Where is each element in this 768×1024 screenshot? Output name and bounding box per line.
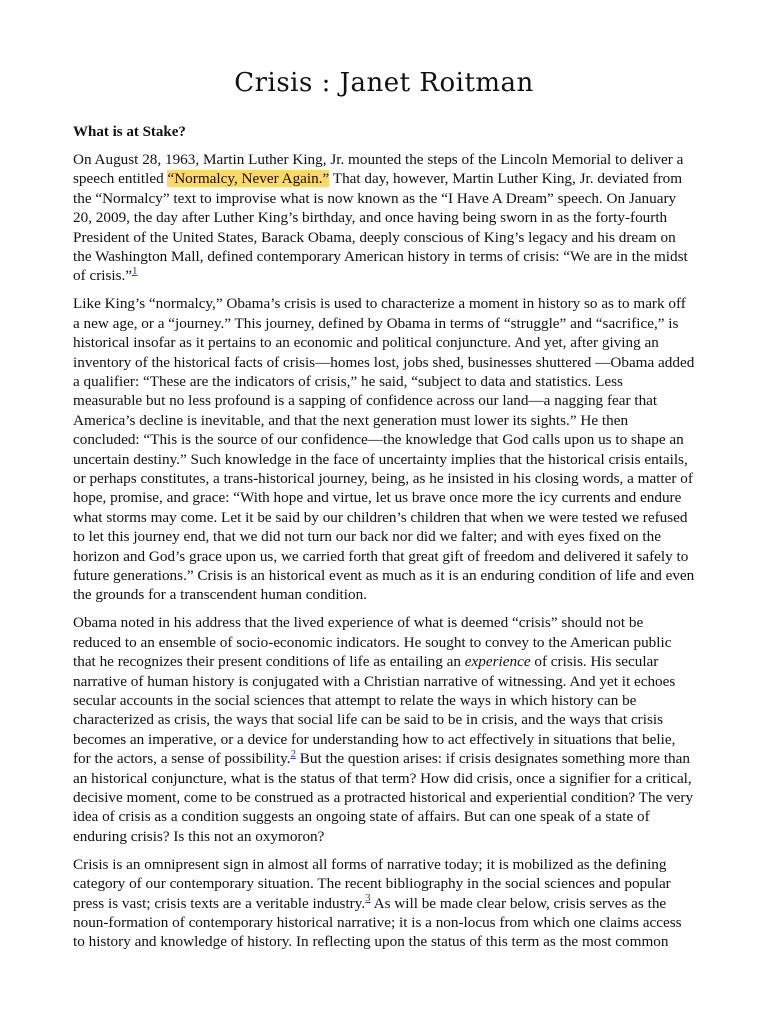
paragraph-3 (73, 613, 695, 846)
document-page (73, 66, 695, 960)
section-heading: What is at Stake? (73, 124, 186, 140)
highlighted-speech-title[interactable]: “Normalcy, Never Again.” (167, 170, 330, 188)
footnote-link-2[interactable]: 2 (290, 748, 296, 761)
page-title: Crisis : Janet Roitman (234, 68, 534, 98)
paragraph-4-text-a: Crisis is an omnipresent sign in almost all forms of narrative today; it is mobilized as the defining category of our contemporary situation. The recent bibliography in the social sciences and popular press is vast; crisis texts are a veritable industry. (73, 855, 671, 912)
footnote-ref-1 (132, 263, 138, 277)
paragraph-3-text-a: Obama noted in his address that the lived experience of what is deemed “crisis” should not be reduced to an ensemble of socio-economic indicators. He sought to convey to the American public that he recognizes their present conditions of life as entailing an (73, 614, 672, 671)
emphasis-experience: experience (464, 653, 531, 671)
paragraph-2: Like King’s “normalcy,” Obama’s crisis is used to characterize a moment in history so as to mark off a new age, or a “journey.” This journey, defined by Obama in terms of “struggle” and “sacrifice,” is historical insofar as it pertains to an economic and political conjuncture. And yet, after giving an inventory of the historical facts of crisis—homes lost, jobs shed, businesses shuttered —Obama added a qualifier: “These are the indicators of crisis,” he said, “subject to data and statistics. Less measurable but no less profound is a sapping of confidence across our land—a nagging fear that America’s decline is inevitable, and that the next generation must lower its sights.” He then concluded: “This is the source of our confidence—the knowledge that God calls upon us to shape an uncertain destiny.” Such knowledge in the face of uncertainty implies that the historical crisis entails, or perhaps constitutes, a trans-historical journey, being, as he insisted in his closing words, a matter of hope, promise, and grace: “With hope and virtue, let us brave once more the icy currents and endure what storms may come. Let it be said by our children’s children that when we were tested we refused to let this journey end, that we did not turn our back nor did we falter; and with eyes fixed on the horizon and God’s grace upon us, we carried forth that great gift of freedom and delivered it safely to future generations.” Crisis is an historical event as much as it is an enduring condition of life and even the grounds for a transcendent human condition. (73, 295, 695, 604)
paragraph-4-text-b: As will be made clear below, crisis serves as the noun-formation of contemporary historical narrative; it is a non-locus from which one claims access to history and knowledge of history. In reflecting upon the status of this term as the most common (73, 894, 682, 951)
paragraph-3-text-b: of crisis. His secular narrative of human history is conjugated with a Christian narrative of witnessing. And yet it echoes secular accounts in the social sciences that attempt to relate the ways in which history can be characterized as crisis, the ways that social life can be said to be in crisis, and the ways that crisis becomes an imperative, or a device for understanding how to act effectively in situations that belie, for the actors, a sense of possibility. (73, 653, 676, 768)
paragraph-1-text-a: On August 28, 1963, Martin Luther King, Jr. mounted the steps of the Lincoln Memorial to deliver a speech entitled (73, 151, 684, 188)
paragraph-1 (73, 150, 695, 286)
paragraph-1-text-b: That day, however, Martin Luther King, Jr. deviated from the “Normalcy” text to improvise what is now known as the “I Have A Dream” speech. On January 20, 2009, the day after Luther King’s birthday, and once having being sworn in as the forty-fourth President of the United States, Barack Obama, deeply conscious of King’s legacy and his dream on the Washington Mall, defined contemporary American history in terms of crisis: “We are in the midst of crisis.” (73, 170, 688, 285)
footnote-link-1[interactable]: 1 (132, 265, 138, 278)
footnote-link-3[interactable]: 3 (365, 892, 371, 905)
paragraph-3-text-c: But the question arises: if crisis designates something more than an historical conjuncture, what is the status of that term? How did crisis, once a signifier for a critical, decisive moment, come to be construed as a protracted historical and experiential condition? The very idea of crisis as a condition suggests an ongoing state of affairs. But can one speak of a state of enduring crisis? Is this not an oxymoron? (73, 750, 694, 845)
paragraph-4 (73, 855, 695, 952)
